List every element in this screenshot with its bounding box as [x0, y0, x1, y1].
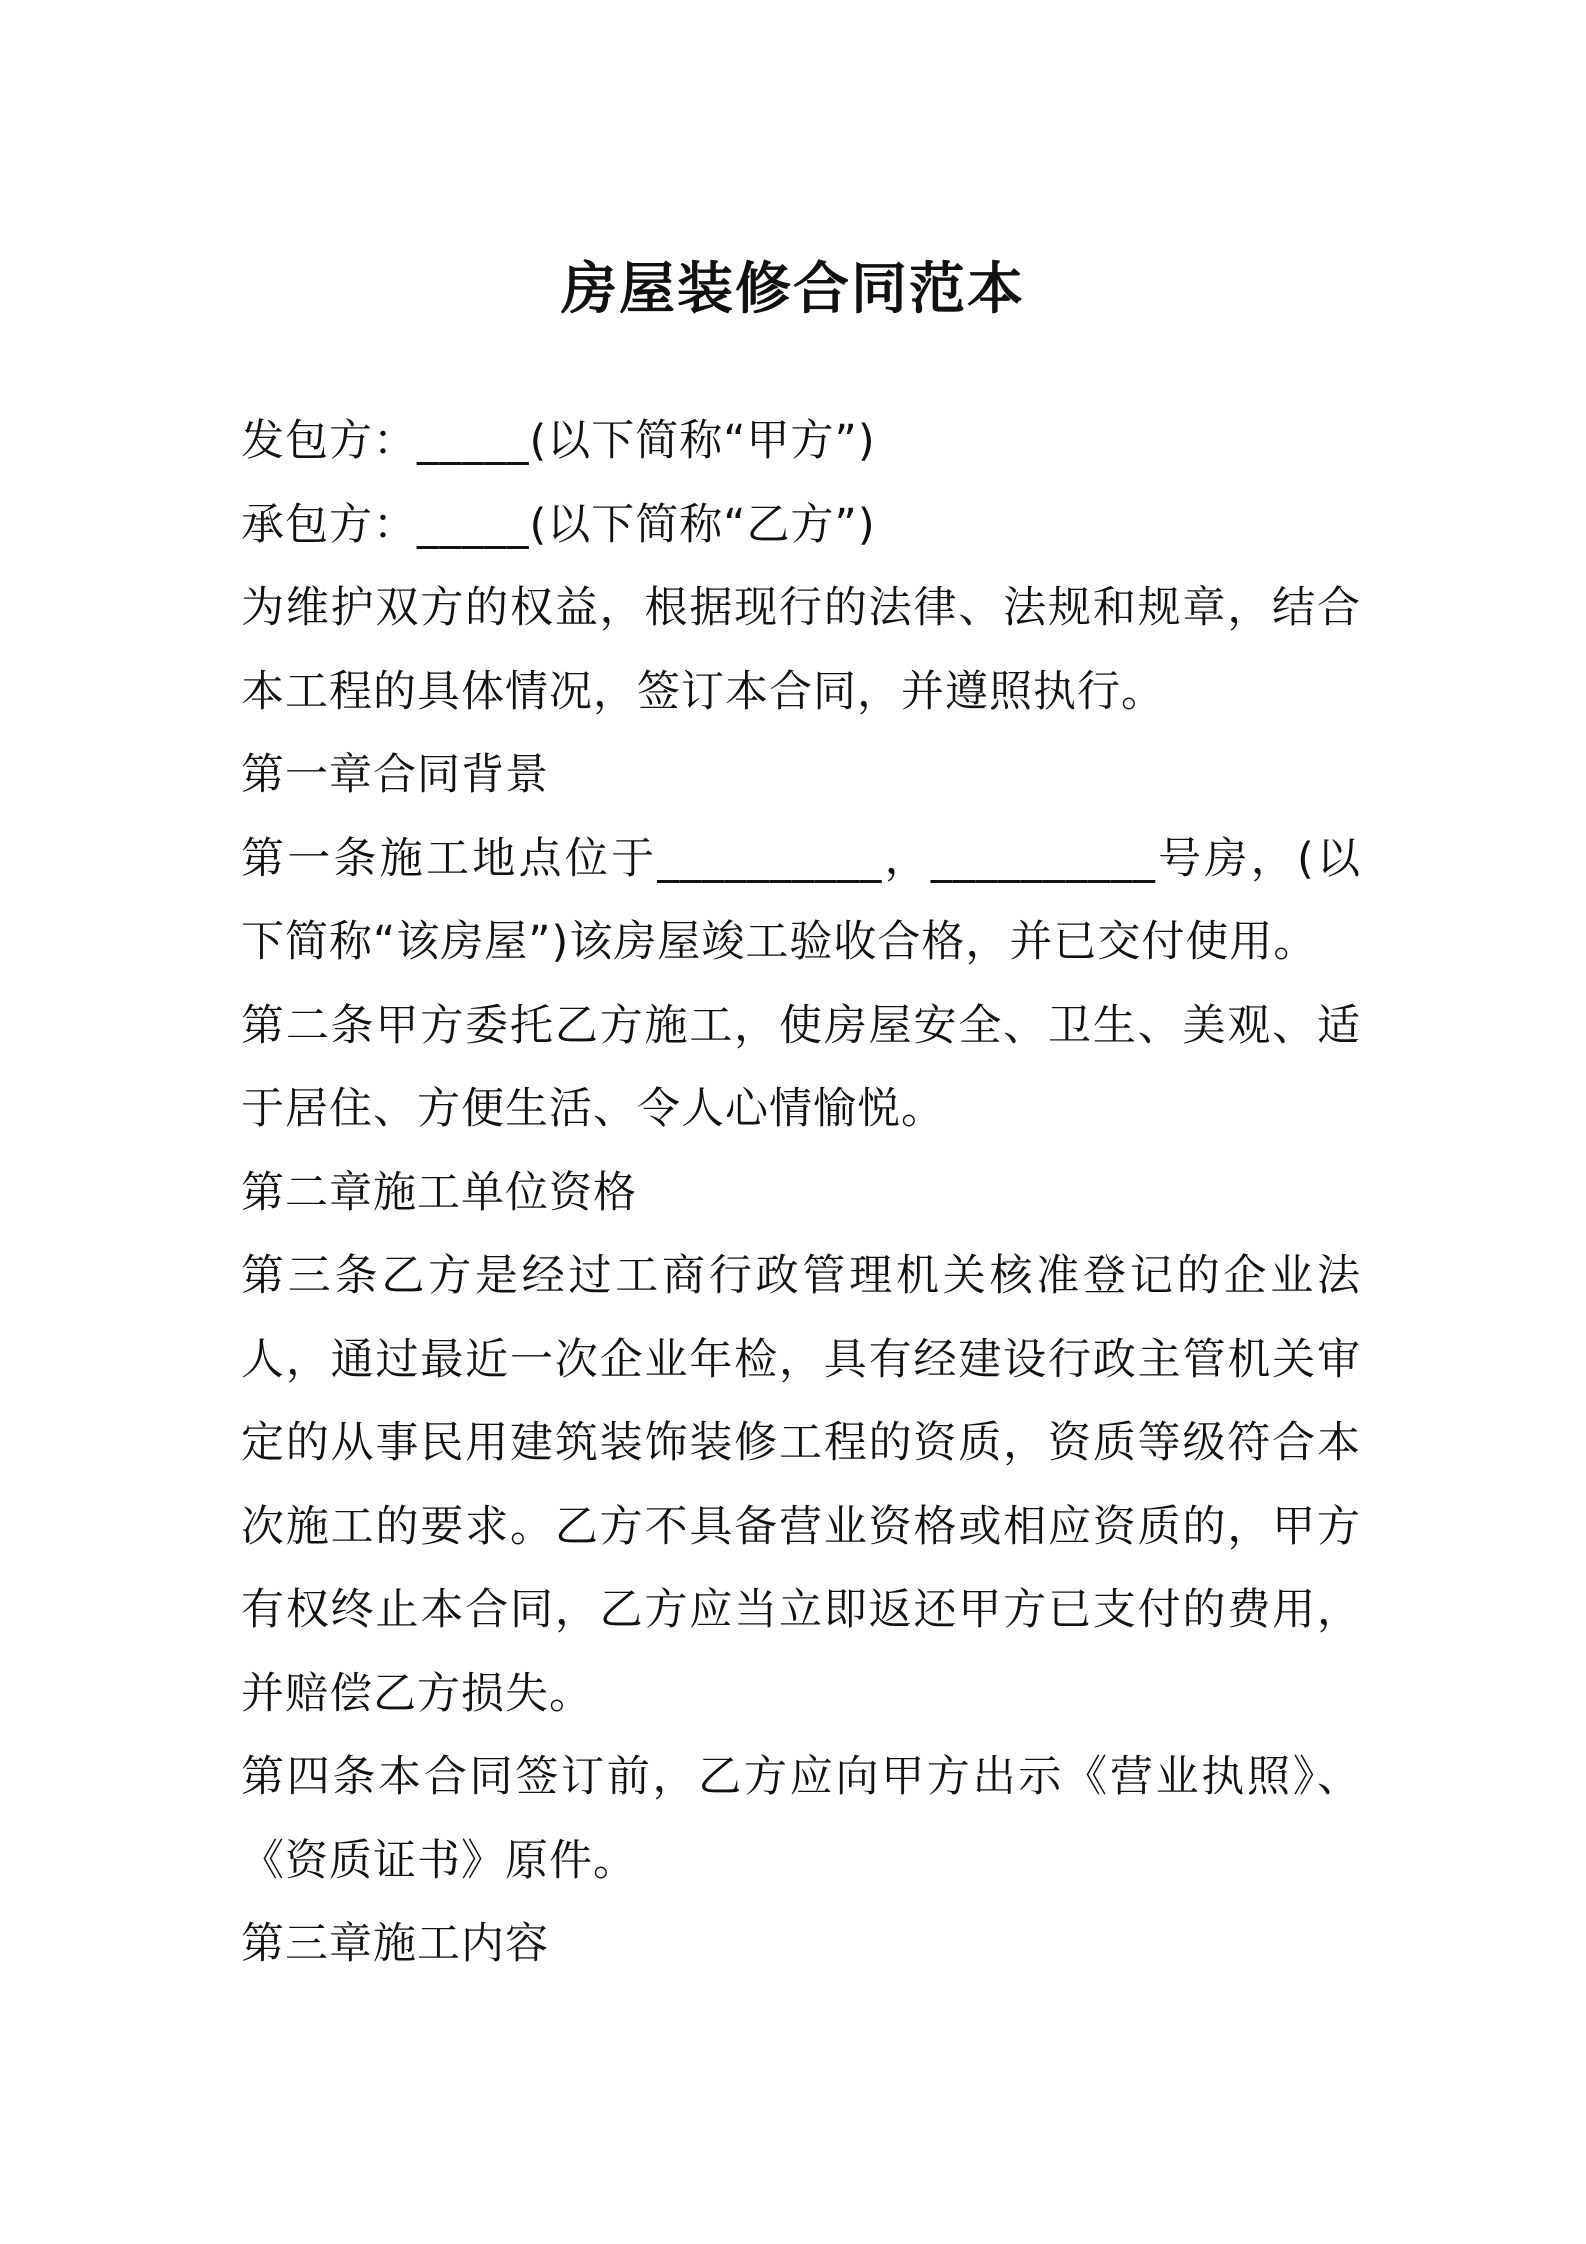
- article-4-paragraph: 第四条本合同签订前，乙方应向甲方出示《营业执照》、《资质证书》原件。: [241, 1752, 1361, 1886]
- chapter-3-heading: 第三章施工内容: [241, 1919, 549, 1969]
- article-3-paragraph: 第三条乙方是经过工商行政管理机关核准登记的企业法人，通过最近一次企业年检，具有经建设行政主管机关审定的从事民用建筑装饰装修工程的资质，资质等级符合本次施工的要求。乙方不具备营业资格或相应资质的，甲方有权终止本合同，乙方应当立即返还甲方已支付的费用，并赔偿乙方损失。: [241, 1251, 1361, 1719]
- document-body: [241, 400, 1361, 1987]
- party-b-line: 承包方：_____(以下简称“乙方”): [241, 499, 876, 550]
- article-1-paragraph: 第一条施工地点位于__________，__________号房，(以下简称“该房屋”)该房屋竣工验收合格，并已交付使用。: [241, 833, 1361, 967]
- document-title: 房屋装修合同范本: [561, 257, 1025, 322]
- chapter-1-heading: 第一章合同背景: [241, 750, 549, 800]
- article-2-paragraph: 第二条甲方委托乙方施工，使房屋安全、卫生、美观、适于居住、方便生活、令人心情愉悦。: [241, 1000, 1361, 1134]
- party-a-line: 发包方：_____(以下简称“甲方”): [241, 416, 876, 466]
- preamble-paragraph: 为维护双方的权益，根据现行的法律、法规和规章，结合本工程的具体情况，签订本合同，并遵照执行。: [241, 583, 1361, 717]
- chapter-2-heading: 第二章施工单位资格: [241, 1167, 637, 1218]
